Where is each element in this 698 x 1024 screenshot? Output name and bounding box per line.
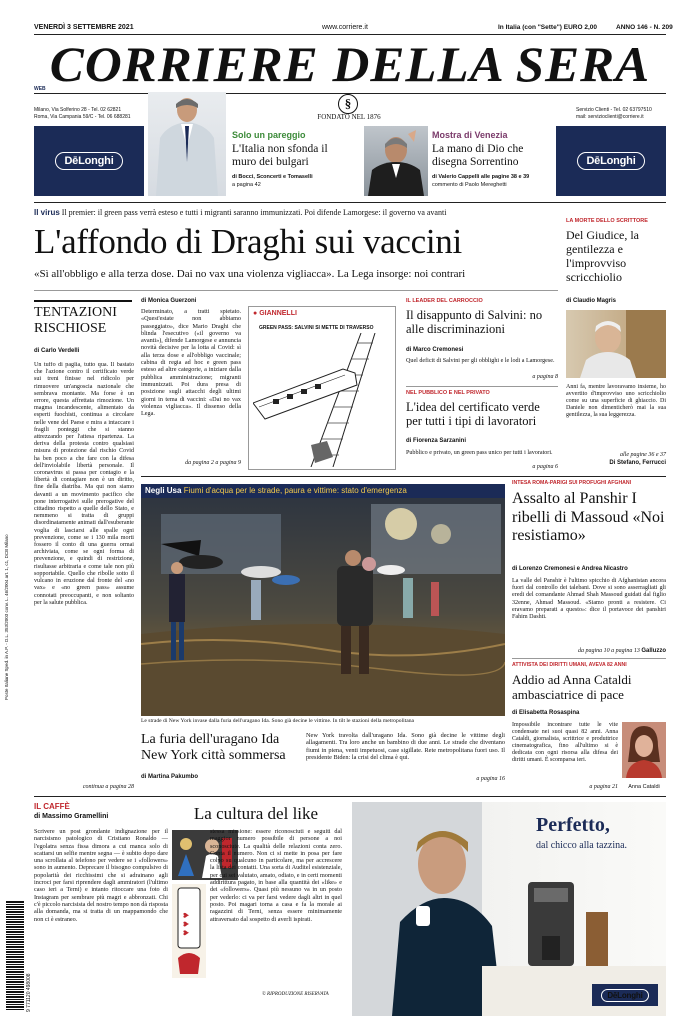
giannelli-label-text: GIANNELLI — [259, 310, 297, 317]
ad-headline: Perfetto, — [536, 814, 610, 836]
nyc-byline: di Martina Pakumbo — [141, 774, 199, 780]
caffe-copyright: © RIPRODUZIONE RISERVATA — [262, 992, 329, 997]
masthead-issue: ANNO 146 - N. 209 — [616, 24, 673, 31]
barcode — [6, 900, 24, 1010]
salvini-body-text: Quel deficit di Salvini per gli obblighi e le lodi a Lamorgese. — [406, 358, 555, 364]
pansahir-label: INTESA ROMA-PARIGI SUI PROFUGHI AFGHANI — [512, 480, 632, 486]
tentazioni-title — [34, 300, 132, 337]
salvini-byline: di Marco Cremonesi — [406, 347, 464, 353]
delgiudice-pageref-text: alle pagine 36 e 37 — [620, 452, 666, 458]
ad-brand-box — [592, 984, 658, 1006]
pansahir-title[interactable]: Assalto al Panshir I ribelli di Massoud «Noi resistiamo» — [512, 490, 665, 544]
delgiudice-byline: di Claudio Magris — [566, 298, 617, 304]
certificato-body-text: Pubblico e privato, un green pass unico per tutti i lavoratori. — [406, 450, 553, 456]
nyc-kicker — [141, 484, 505, 498]
promo-left-byline: di Bocci, Sconcerti e Tomaselli — [232, 174, 313, 180]
delonghi-logo: DēLonghi — [55, 152, 122, 170]
lead-byline: di Monica Guerzoni — [141, 298, 197, 304]
bottom-ad[interactable] — [352, 802, 666, 1016]
delgiudice-photo — [566, 310, 666, 378]
masthead-price: In Italia (con "Sette") EURO 2,00 — [498, 24, 597, 31]
certificato-byline: di Fiorenza Sarzanini — [406, 438, 467, 444]
cataldi-body — [512, 722, 618, 765]
mancini-photo — [148, 92, 226, 196]
corriere-emblem: § — [338, 94, 358, 114]
delgiudice-title[interactable]: Del Giudice, la gentilezza e l'improvviso scricchiolio — [566, 228, 639, 284]
promo-left-pageref: a pagina 42 — [232, 182, 261, 188]
caffe-body-1-text: Scrivere un post grondante indignazione per il narcisismo patologico di Cristiano Ronaldo — l'egolatra senza fissa dimora a cui manca solo di scattarsi un selfie mentre segna — è subito dopo dare una scrollata al telefono per vedere se i «followers» sono in aumento. Deprecare il bisogno compulsivo di popolarità dei ricchissimi che si adrainano agli incroci per farsi riprendere dagli ammiratori (l'ultimo caso ieri a Terni) e intanto ritoccare una foto di Instagram per sembrare più magri e abbronzati. Chi c'è piccolo narcisista del nostro tempo non dà risposta alla domanda, ma si tratta di un mappamondo che non ci è estraneo. — [34, 828, 168, 923]
cataldi-photo-caption: Anna Cataldi — [628, 784, 660, 790]
promo-right-kicker: Mostra di Venezia — [432, 130, 508, 140]
promo-left-kicker: Solo un pareggio — [232, 130, 306, 140]
cataldi-title[interactable]: Addio ad Anna Cataldi ambasciatrice di pace — [512, 672, 632, 702]
nyc-kicker-text: Fiumi d'acqua per le strade, paura e vittime: stato d'emergenza — [183, 486, 407, 495]
nyc-caption: Le strade di New York invase dalla furia dell'uragano Ida. Sono già decine le vittime. In tilt le stazioni della metropolitana — [141, 718, 415, 724]
salvini-body — [406, 358, 558, 365]
masthead-title: CORRIERE DELLA SERA — [49, 36, 651, 92]
nyc-pageref-text: a pagina 16 — [476, 776, 505, 782]
certificato-label: NEL PUBBLICO E NEL PRIVATO — [406, 390, 490, 396]
lead-kicker-label: Il virus — [34, 208, 60, 217]
nyc-body-text: New York travolta dall'uragano Ida. Sono già decine le vittime degli allagamenti. Tra loro anche un bambino di due anni. Le strade che diventano fiumi in piena, venti impetuosi, case sigillate. Rete metropolitana fuori uso. Il presidente Biden: la crisi del clima è qui. — [306, 732, 505, 761]
tentazioni-byline: di Carlo Verdelli — [34, 348, 80, 354]
delonghi-logo: DēLonghi — [601, 989, 648, 1002]
salvini-label: IL LEADER DEL CARROCCIO — [406, 298, 483, 304]
nyc-body — [306, 732, 505, 761]
promo-right-comment: commento di Paolo Mereghetti — [432, 182, 507, 188]
web-mark: WEB — [34, 86, 46, 92]
masthead-date: VENERDÌ 3 SETTEMBRE 2021 — [34, 24, 134, 31]
lead-subhead: «Sì all'obbligo e alla terza dose. Dai no vax una violenza vigliacca». La Lega insorge: noi contrari — [34, 268, 466, 280]
pansahir-byline: di Lorenzo Cremonesi e Andrea Nicastro — [512, 566, 628, 572]
tentazioni-body-text: Un tuffo di paglia, tutto qua. Il bastato che l'azione contro il certificato verde sui treni finisse nel ridicolo per rimuovere un'angoscia nazionale che sembrava montante. Ma forse è un errore, questa affrettata rimozione. Un magma incandescente, alimentato da esperti fuochisti, continua a circolare nelle vene del Paese e mira a intaccare i fragili ponteggi che si stanno attrezzando per l'attesa ripartenza. La deriva della protesta contro qualsiasi misura di protezione dal rischio Covid ha ben poco a che fare con la difesa dell'inviolabile libertà personale. Il coronavirus si passa per contagio e la libertà di contagiare non è un diritto, fine della diatriba. Ma qui non siamo davanti a un movimento pacifico che pone interrogativi sulle prerogative del cittadino rispetto a quelle dello Stato, e nemmeno si tratta di gruppi disordinatamente animati dall'esuberante voglia di lasciarsi alle spalle ogni prevenzione, come se i 130 mila morti fossero il conto di una guerra ormai archiviata, come se ogni forma di prevenzione, e quindi di restrizione, risultasse arbitraria e come tale non più sopportabile. Quello che ribolle sotto il vulcano in eruzione dal fronte del «no vax» e «no green pass» assume connotati preoccupanti, e non soltanto per la salute pubblica. — [34, 362, 134, 606]
tentazioni-pageref-text: continua a pagina 28 — [82, 784, 134, 790]
address-left-1: Milano, Via Solferino 28 - Tel. 02 62821 — [34, 107, 122, 113]
lead-pageref-text: da pagina 2 a pagina 9 — [185, 460, 241, 466]
lead-pageref — [141, 460, 241, 466]
promo-left-title[interactable]: L'Italia non sfonda il muro dei bulgari — [232, 143, 328, 168]
giannelli-caption: GREEN PASS: SALVINI SI METTE DI TRAVERSO — [259, 325, 374, 331]
pansahir-pageref-author: Galluzzo — [641, 648, 666, 654]
cataldi-pageref-text: a pagina 21 — [589, 784, 618, 790]
salvini-title[interactable]: Il disappunto di Salvini: no alle discriminazioni — [406, 308, 543, 336]
pansahir-body-text: La valle del Panshir è l'ultimo spicchio di Afghanistan ancora fuori dal controllo dei talebani. Dove si sono asserragliati gli eredi del comandante Ahmad Shah Massoud guidati dal figlio 32enne, Ahmad Massoud. «Siamo pronti a resistere. Ci eravamo preparati a questo»: dice il portavoce dei panshiri Fahim Dashti. — [512, 578, 666, 621]
cataldi-body-text: Impossibile incontrare tutte le vite condensate nei suoi quasi 82 anni. Anna Cataldi, giornalista, scrittrice e produttrice cinematografica, fino all'ultimo si è dedicata con ogni risorsa alla difesa dei diritti umani. È scomparsa ieri. — [512, 722, 618, 764]
caffe-body-2 — [210, 828, 342, 988]
salvini-pageref — [406, 374, 558, 380]
cataldi-byline: di Elisabetta Rosaspina — [512, 710, 580, 716]
cataldi-pageref — [512, 784, 618, 790]
cataldi-photo — [622, 722, 666, 778]
lead-kicker-text: Il premier: il green pass verrà esteso e tutti i migranti saranno immunizzati. Poi difende Lamorgese: il governo va avanti — [61, 208, 447, 217]
certificato-body — [406, 450, 558, 457]
certificato-title[interactable]: L'idea del certificato verde per tutti i tipi di lavoratori — [406, 400, 540, 428]
caffe-phone-illustration — [172, 884, 206, 978]
delgiudice-pageref-authors: Di Stefano, Ferrucci — [609, 460, 666, 466]
ad-subline: dal chicco alla tazzina. — [536, 840, 628, 851]
address-right-1: Servizio Clienti - Tel. 02 63797510 — [576, 107, 652, 113]
delgiudice-body-text: Anni fa, mentre lavoravamo insieme, ho avvertito d'improvviso uno scricchiolio come su una superficie di ghiaccio. Di Daniele non dimenticherò mai la sua gentilezza, la sua leggerezza. — [566, 384, 666, 418]
address-right-2: mail: servizioclienti@corriere.it — [576, 114, 644, 120]
pansahir-pageref — [512, 648, 666, 654]
caffe-body-2-text: stessa missione: essere riconosciuti e seguiti dal maggior numero possibile di persone a noi sconosciute. La qualità delle relazioni conta zero. Conta il numero. Non ci si mette in posa per fare colpo su qualcuno in particolare, ma per accrescere la lista dei contatti. Una sorta di Auditel esistenziale, per cui sei valutato, amato, odiato, e in certi momenti addirittura pagato, in base alla quantità dei «like» e dei «followers». Quasi più nessuno va in un posto per vederlo: ci va per farsi vedere dagli altri in quel posto. Poi magari torna a casa e fa la morale ai ragazzini di Terni, senza essere minimamente attraversato dal sospetto di averli ispirati. — [210, 828, 342, 923]
pansahir-body — [512, 578, 666, 621]
barcode-numbers: 9 771120 498008 — [26, 973, 32, 1012]
giannelli-cartoon — [248, 306, 396, 470]
founded-label: FONDATO NEL 1876 — [317, 113, 381, 121]
tentazioni-pageref — [34, 784, 134, 790]
nyc-label: Negli Usa — [145, 486, 182, 495]
lead-body-text: Determinato, a tratti spietato. «Quest'estate non abbiamo passeggiato», dice Mario Draghi che blinda l'esecutivo («il governo va avanti»), difende Lamorgese e annuncia novità decisive per la lotta al Covid: sì alla terza dose e all'obbligo vaccinale; cabina di regia ad hoc e green pass esteso ad altre categorie, a iniziare dalla pubblica amministrazione; migranti immunizzati. Poi dura presa di posizione sugli attacchi degli ultimi giorni in tema di vaccini: «Dai no vax violenza vigliacca». Il dissenso della Lega. — [141, 308, 241, 418]
caffe-label: IL CAFFÈ — [34, 802, 70, 811]
tentazioni-title-text[interactable]: TENTAZIONI RISCHIOSE — [34, 305, 117, 336]
certificato-pageref — [406, 464, 558, 470]
delonghi-ad-left[interactable] — [34, 126, 144, 196]
nyc-pageref — [306, 776, 505, 782]
lead-kicker — [34, 208, 558, 218]
promo-right-title[interactable]: La mano di Dio che disegna Sorrentino — [432, 143, 524, 168]
certificato-pageref-text: a pagina 6 — [532, 464, 558, 470]
postal-legal-text: Poste Italiane Sped. in A.P. - D.L. 353/2003 conv. L. 46/2004 art. 1, c1, DCB Milano — [4, 534, 9, 700]
delonghi-ad-right[interactable] — [556, 126, 666, 196]
lead-body — [141, 308, 241, 458]
lead-headline[interactable]: L'affondo di Draghi sui vaccini — [34, 222, 462, 261]
salvini-pageref-text: a pagina 8 — [532, 374, 558, 380]
pansahir-pageref-text: da pagina 10 a pagina 13 — [577, 648, 640, 654]
caffe-body-1 — [34, 828, 168, 1012]
delonghi-logo: DēLonghi — [577, 152, 644, 170]
delgiudice-pageref — [566, 452, 666, 458]
address-left-2: Roma, Via Campania 59/C - Tel. 06 688281 — [34, 114, 131, 120]
svg-text:♥ ♥ ♥: ♥ ♥ ♥ — [181, 912, 192, 936]
tentazioni-body — [34, 362, 134, 780]
caffe-byline: di Massimo Gramellini — [34, 813, 109, 820]
cataldi-label: ATTIVISTA DEI DIRITTI UMANI, AVEVA 82 ANNI — [512, 662, 627, 668]
masthead-website[interactable]: www.corriere.it — [322, 24, 368, 31]
delgiudice-body — [566, 384, 666, 419]
promo-right-byline: di Valerio Cappelli alle pagine 38 e 39 — [432, 174, 530, 180]
caffe-title[interactable]: La cultura del like — [193, 804, 319, 823]
delgiudice-label: LA MORTE DELLO SCRITTORE — [566, 218, 648, 224]
sorrentino-photo — [364, 126, 428, 196]
nyc-title[interactable]: La furia dell'uragano Ida New York città sommersa — [141, 732, 286, 763]
nyc-flood-photo — [141, 484, 505, 716]
giannelli-label: ● GIANNELLI — [253, 310, 297, 317]
